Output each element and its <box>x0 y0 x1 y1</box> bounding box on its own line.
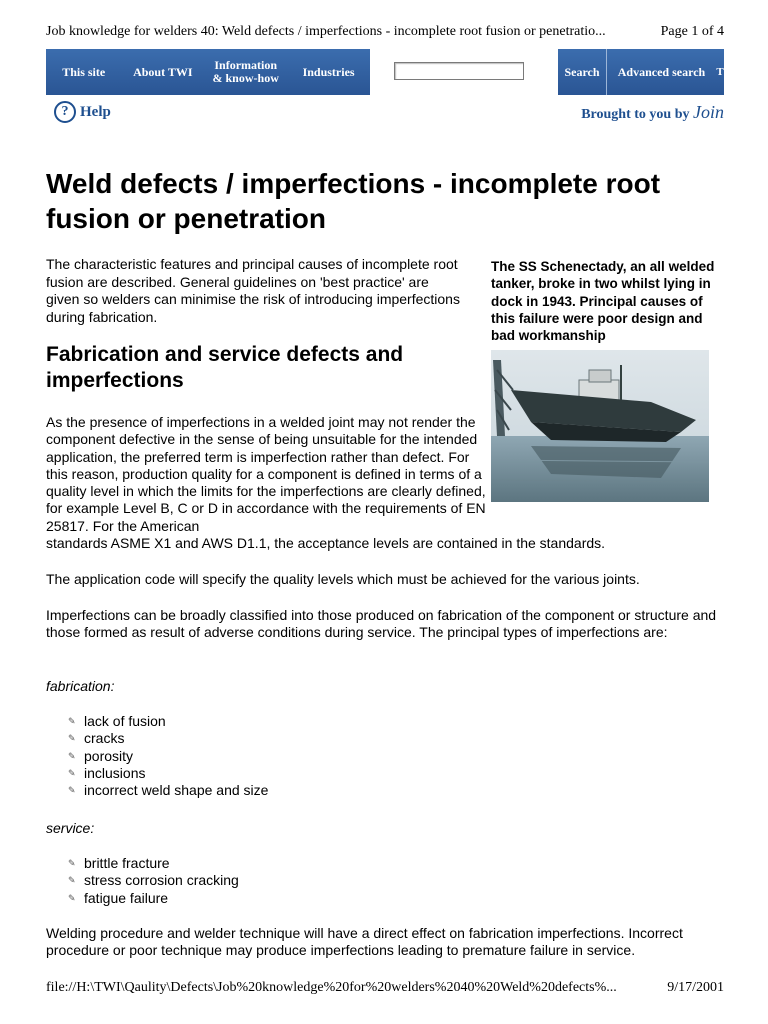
application-code-paragraph: The application code will specify the quality levels which must be achieved for the various joints. <box>46 571 640 587</box>
brought-prefix: Brought to you by <box>581 107 690 122</box>
print-header <box>46 24 724 40</box>
search-input[interactable] <box>394 62 524 80</box>
list-item: ✎ porosity <box>68 747 134 764</box>
question-mark-icon: ? <box>54 101 76 123</box>
classified-paragraph: Imperfections can be broadly classified into those produced on fabrication of the component or structure and those formed as result of adverse conditions during service. The principal types of imperfections are: <box>46 607 717 641</box>
section-heading: Fabrication and service defects and imperfections <box>46 343 404 392</box>
pencil-bullet-icon: ✎ <box>68 716 76 727</box>
join-logo[interactable]: Join <box>693 102 724 122</box>
list-item: ✎ fatigue failure <box>68 889 169 906</box>
print-footer-date: 9/17/2001 <box>667 980 724 995</box>
list-item: ✎ inclusions <box>68 764 146 781</box>
list-item: ✎ cracks <box>68 730 125 747</box>
pencil-bullet-icon: ✎ <box>68 733 76 744</box>
presence-paragraph-part2: standards ASME X1 and AWS D1.1, the acceptance levels are contained in the standards. <box>46 535 606 552</box>
list-item: ✎ incorrect weld shape and size <box>68 782 269 799</box>
help-link[interactable] <box>54 101 111 123</box>
pencil-bullet-icon: ✎ <box>68 750 76 761</box>
pencil-bullet-icon: ✎ <box>68 875 76 886</box>
procedure-paragraph: Welding procedure and welder technique will have a direct effect on fabrication imperfections. Incorrect procedure or poor technique may produce imperfections leading to premature failure in service. <box>46 925 683 959</box>
site-nav <box>46 49 370 95</box>
list-item: ✎ lack of fusion <box>68 713 166 729</box>
service-list <box>68 855 239 907</box>
page-title: Weld defects / imperfections - incomplete root fusion or penetration <box>46 168 661 234</box>
print-header-page: Page 1 of 4 <box>660 24 724 39</box>
advanced-search-link[interactable]: Advanced search <box>617 64 706 79</box>
nav-information[interactable]: Information & know-how <box>212 58 279 85</box>
list-item: ✎ brittle fracture <box>68 855 170 871</box>
print-header-title: Job knowledge for welders 40: Weld defects / imperfections - incomplete root fusion or penetratio... <box>46 24 606 39</box>
search-button[interactable]: Search <box>558 49 607 95</box>
nav-industries[interactable]: Industries <box>302 64 355 79</box>
pencil-bullet-icon: ✎ <box>68 785 76 796</box>
brought-to-you-by <box>581 102 724 123</box>
fabrication-label: fabrication: <box>46 678 115 694</box>
presence-paragraph <box>46 414 726 552</box>
pencil-bullet-icon: ✎ <box>68 892 76 903</box>
fabrication-list <box>68 713 268 799</box>
list-item: ✎ stress corrosion cracking <box>68 872 239 889</box>
help-label: Help <box>80 103 111 120</box>
presence-paragraph-part1: As the presence of imperfections in a welded joint may not render the component defective in the sense of being unsuitable for the intended application, the preferred term is imperfection rather than defect. For this reason, production quality for a component is defined in terms of a quality level in which the limits for the imperfections are clearly defined, for example Level B, C or D in accordance with the requirements of EN 25817. For the American <box>46 414 486 534</box>
service-label: service: <box>46 820 95 836</box>
pencil-bullet-icon: ✎ <box>68 858 76 869</box>
nav-about-twi[interactable]: About TWI <box>133 64 193 79</box>
pencil-bullet-icon: ✎ <box>68 768 76 779</box>
figure-caption: The SS Schenectady, an all welded tanker, broke in two whilst lying in dock in 1943. Principal causes of this failure were poor design and bad workmanship <box>491 259 715 344</box>
search-nav <box>558 49 724 95</box>
print-footer <box>46 980 724 996</box>
print-footer-path: file://H:\TWI\Qaulity\Defects\Job%20knowledge%20for%20welders%2040%20Weld%20defects%... <box>46 980 617 995</box>
nav-this-site[interactable]: This site <box>62 64 106 79</box>
intro-paragraph: The characteristic features and principal causes of incomplete root fusion are described. General guidelines on 'best practice' are given so welders can minimise the risk of introducing imperfections during fabrication. <box>46 256 460 325</box>
nav-tail-fragment: T <box>716 65 724 78</box>
